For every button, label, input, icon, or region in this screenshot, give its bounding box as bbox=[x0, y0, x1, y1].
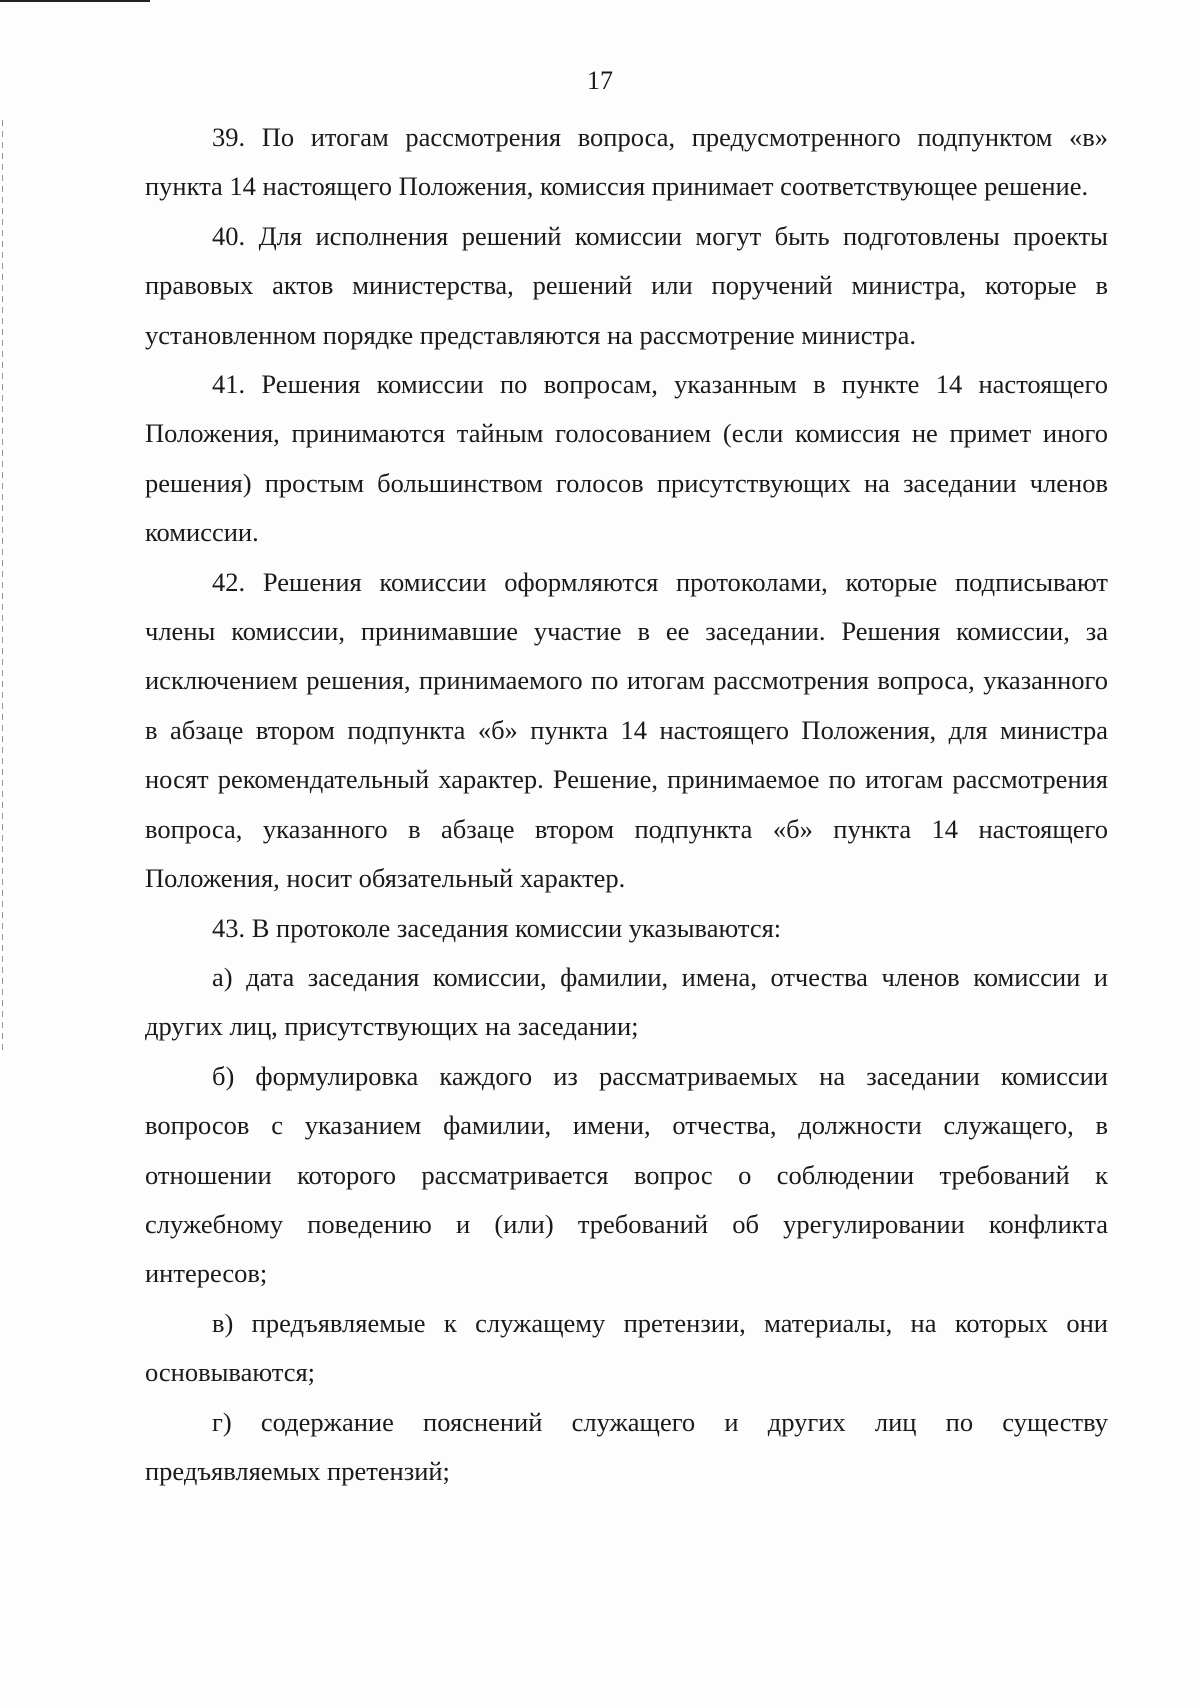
paragraph-43-a: а) дата заседания комиссии, фамилии, имена, отчества членов комиссии и других лиц, присутствующих на заседании; bbox=[145, 961, 1108, 1042]
document-body bbox=[145, 113, 1108, 1496]
paragraph-41: 41. Решения комиссии по вопросам, указанным в пункте 14 настоящего Положения, принимаются тайным голосованием (если комиссия не примет иного решения) простым большинством голосов присутствующих на заседании членов комиссии. bbox=[145, 369, 1108, 548]
scan-edge-shadow bbox=[2, 120, 3, 1050]
paragraph-42: 42. Решения комиссии оформляются протоколами, которые подписывают члены комиссии, принимавшие участие в ее заседании. Решения комиссии, за исключением решения, принимаемого по итогам рассмотрения вопроса, указанного в абзаце втором подпункта «б» пункта 14 настоящего Положения, для министра носят рекомендательный характер. Решение, принимаемое по итогам рассмотрения вопроса, указанного в абзаце втором подпункта «б» пункта 14 настоящего Положения, носит обязательный характер. bbox=[145, 566, 1108, 894]
paragraph-43: 43. В протоколе заседания комиссии указываются: bbox=[212, 912, 782, 943]
paragraph-39: 39. По итогам рассмотрения вопроса, предусмотренного подпунктом «в» пункта 14 настоящего Положения, комиссия принимает соответствующее решение. bbox=[145, 122, 1108, 202]
page-number: 17 bbox=[587, 66, 613, 95]
paragraph-43-v: в) предъявляемые к служащему претензии, материалы, на которых они основываются; bbox=[145, 1307, 1108, 1388]
paragraph-43-b: б) формулировка каждого из рассматриваемых на заседании комиссии вопросов с указанием фамилии, имени, отчества, должности служащего, в отношении которого рассматривается вопрос о соблюдении требований к служебному поведению и (или) требований об урегулировании конфликта интересов; bbox=[145, 1060, 1108, 1289]
paragraph-43-g: г) содержание пояснений служащего и других лиц по существу предъявляемых претензий; bbox=[145, 1406, 1108, 1486]
scan-edge-mark bbox=[0, 0, 150, 2]
paragraph-40: 40. Для исполнения решений комиссии могут быть подготовлены проекты правовых актов министерства, решений или поручений министра, которые в установленном порядке представляются на рассмотрение министра. bbox=[145, 220, 1108, 350]
